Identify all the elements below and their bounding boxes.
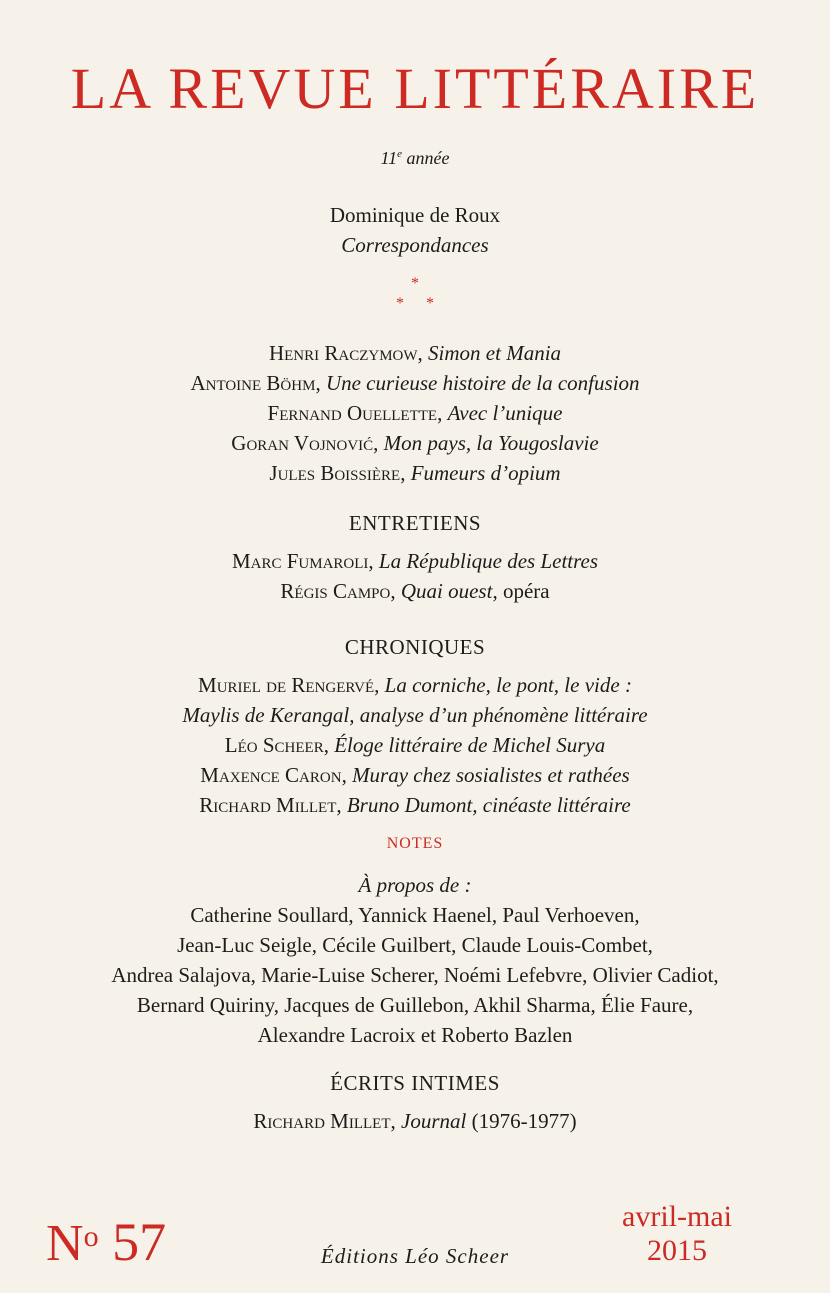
chroniques-list <box>0 670 830 820</box>
notes-heading: NOTES <box>386 835 444 852</box>
notes-line: Catherine Soullard, Yannick Haenel, Paul Verhoeven, <box>190 903 640 927</box>
notes-line: Andrea Salajova, Marie-Luise Scherer, Noémi Lefebvre, Olivier Cadiot, <box>111 963 719 987</box>
notes-line: Bernard Quiriny, Jacques de Guillebon, Akhil Sharma, Élie Faure, <box>136 993 694 1017</box>
feature-author: Dominique de Roux <box>329 203 501 227</box>
issue-year: 2015 <box>647 1234 708 1267</box>
feature-work: Correspondances <box>341 233 489 257</box>
entretiens-heading: ENTRETIENS <box>348 511 482 535</box>
notes-line: Alexandre Lacroix et Roberto Bazlen <box>257 1023 573 1047</box>
entretiens-list <box>0 546 830 606</box>
issue-date <box>622 1200 732 1268</box>
chroniques-heading: CHRONIQUES <box>344 635 486 659</box>
ecrits-item: Richard Millet, Journal (1976-1977) <box>253 1109 577 1133</box>
issue-number: $N^o$ 57 <box>46 1212 167 1272</box>
chronique-item: Léo Scheer, Éloge littéraire de Michel Surya <box>224 733 606 757</box>
journal-title: LA REVUE LITTÉRAIRE <box>70 56 760 121</box>
contribution-item: Goran Vojnović, Mon pays, la Yougoslavie <box>231 431 599 455</box>
contribution-item: Henri Raczymow, Simon et Mania <box>268 341 562 365</box>
chronique-item: Muriel de Rengervé, La corniche, le pont, le vide : <box>198 673 632 697</box>
volume-ordinal: e <box>397 148 403 160</box>
feature-block <box>0 200 830 260</box>
volume-year <box>0 148 830 169</box>
contribution-item: Antoine Böhm, Une curieuse histoire de la confusion <box>190 371 640 395</box>
entretien-item: Régis Campo, Quai ouest, opéra <box>280 579 550 603</box>
contribution-item: Jules Boissière, Fumeurs d’opium <box>269 461 561 485</box>
chronique-item: Richard Millet, Bruno Dumont, cinéaste littéraire <box>199 793 631 817</box>
entretien-item: Marc Fumaroli, La République des Lettres <box>231 549 599 573</box>
notes-intro: À propos de : <box>358 873 472 897</box>
asterism-bottom: * * <box>396 295 434 312</box>
chronique-item-continued: Maylis de Kerangal, analyse d’un phénomène littéraire <box>182 703 648 727</box>
ecrits-heading: ÉCRITS INTIMES <box>330 1071 500 1095</box>
volume-word: année <box>406 148 450 168</box>
contribution-item: Fernand Ouellette, Avec l’unique <box>267 401 563 425</box>
issue-months: avril-mai <box>622 1200 732 1233</box>
publisher-name: Éditions Léo Scheer <box>320 1244 510 1268</box>
asterism-top: * <box>411 275 419 292</box>
notes-block <box>0 870 830 1050</box>
volume-number: 11 <box>380 148 398 168</box>
contributions-list <box>0 338 830 488</box>
chronique-item: Maxence Caron, Muray chez sosialistes et rathées <box>200 763 630 787</box>
notes-line: Jean-Luc Seigle, Cécile Guilbert, Claude Louis-Combet, <box>177 933 653 957</box>
